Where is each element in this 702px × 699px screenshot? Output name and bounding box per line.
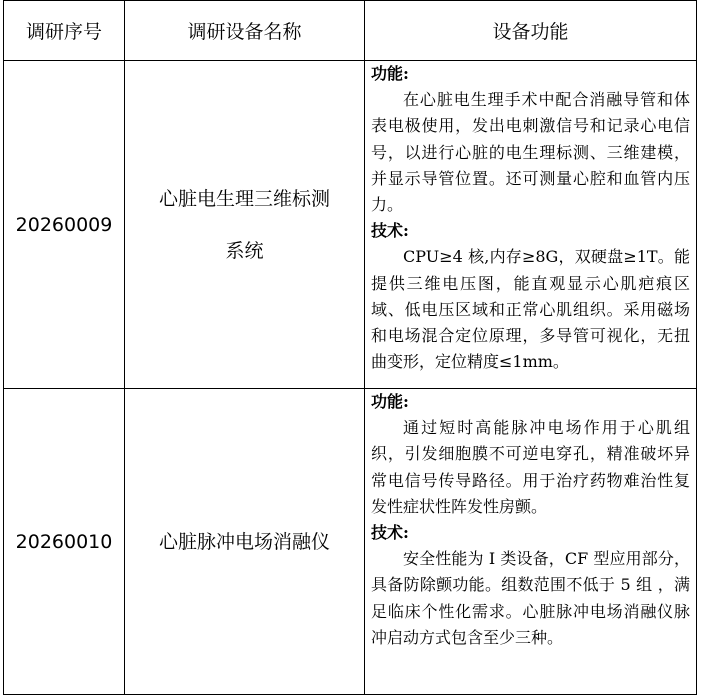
survey-table [3, 0, 697, 695]
row-id: 20260010 [4, 389, 125, 695]
header-row [4, 1, 697, 61]
function-title: 功能: [371, 392, 409, 411]
tech-text: 安全性能为 I 类设备，CF 型应用部分，具备防除颤功能。组数范围不低于 5 组 ，满足临床个性化需求。心脏脉冲电场消融仪脉冲启动方式包含至少三种。 [371, 549, 690, 647]
table-row [4, 61, 697, 389]
row-name-line: 心脏脉冲电场消融仪 [158, 530, 330, 553]
row-description [365, 389, 697, 695]
function-title: 功能: [371, 64, 409, 83]
row-name-line: 心脏电生理三维标测 [158, 187, 330, 210]
table-row [4, 389, 697, 695]
row-id: 20260009 [4, 61, 125, 389]
row-name-line: 系统 [225, 239, 264, 262]
function-text: 通过短时高能脉冲电场作用于心肌组织，引发细胞膜不可逆电穿孔，精准破坏异常电信号传导路径。用于治疗药物难治性复发性症状性阵发性房颤。 [371, 418, 690, 516]
tech-title: 技术: [371, 523, 409, 543]
header-function: 设备功能 [365, 1, 697, 61]
tech-title: 技术: [371, 221, 409, 241]
tech-text: CPU≥4 核,内存≥8G，双硬盘≥1T。能提供三维电压图，能直观显示心肌疤痕区域、低电压区域和正常心肌组织。采用磁场和电场混合定位原理，多导管可视化，无扭曲变形，定位精度≤1mm。 [371, 247, 690, 372]
row-name [125, 61, 365, 389]
header-id: 调研序号 [4, 1, 125, 61]
row-name [125, 389, 365, 695]
header-name: 调研设备名称 [125, 1, 365, 61]
function-text: 在心脏电生理手术中配合消融导管和体表电极使用，发出电刺激信号和记录心电信号，以进行心脏的电生理标测、三维建模，并显示导管位置。还可测量心腔和血管内压力。 [371, 90, 690, 215]
row-description [365, 61, 697, 389]
